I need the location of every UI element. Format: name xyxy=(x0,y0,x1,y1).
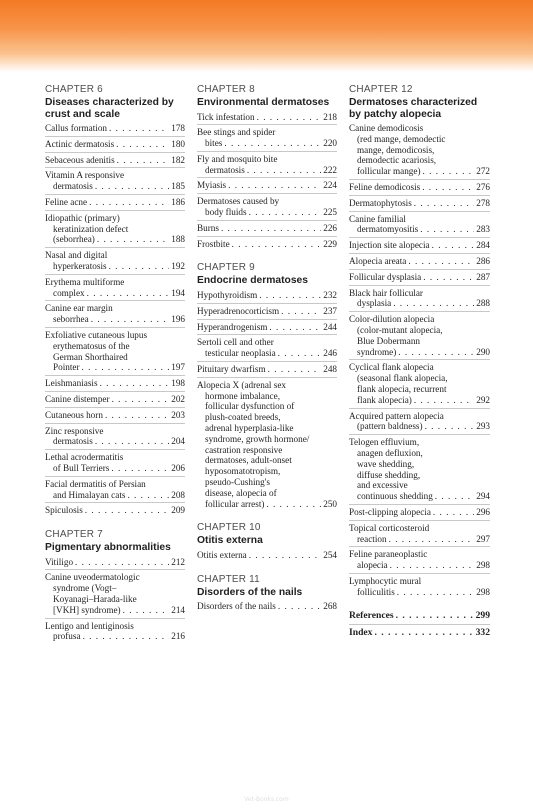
toc-page-number: 298 xyxy=(476,560,490,571)
toc-entry[interactable] xyxy=(45,277,185,302)
toc-entry-title: Koyanagi–Harada-like xyxy=(53,594,137,604)
toc-entry-title: pseudo-Cushing's xyxy=(205,476,270,487)
toc-entry[interactable] xyxy=(349,523,490,548)
dot-leader xyxy=(249,207,322,218)
toc-page-number: 299 xyxy=(475,610,490,622)
dot-leader xyxy=(414,395,474,406)
header-color-band xyxy=(0,0,533,72)
dot-leader xyxy=(232,239,322,250)
toc-page-number: 293 xyxy=(476,421,490,432)
chapter-number: CHAPTER 7 xyxy=(45,529,103,541)
toc-column-1 xyxy=(45,84,185,655)
toc-entry-title: Lentigo and lentiginosis xyxy=(45,620,134,631)
toc-entry[interactable] xyxy=(45,155,185,169)
toc-entry-title: Zinc responsive xyxy=(45,425,104,436)
toc-entry[interactable] xyxy=(197,550,337,563)
toc-entry-title: syndrome, growth hormone/ xyxy=(205,433,310,444)
chapter-number: CHAPTER 10 xyxy=(197,522,261,534)
toc-page-number: 226 xyxy=(323,222,337,233)
toc-page-number: 290 xyxy=(476,346,490,357)
toc-entry[interactable] xyxy=(197,223,337,237)
toc-entry-title: References xyxy=(349,610,394,622)
toc-entry-title: follicular dysfunction of xyxy=(205,401,295,412)
dot-leader xyxy=(278,601,321,612)
toc-entry-title: dysplasia xyxy=(357,298,392,309)
toc-entry[interactable] xyxy=(349,610,490,625)
dot-leader xyxy=(423,272,474,283)
toc-entry-title: Tick infestation xyxy=(197,111,255,122)
toc-entry-title: dermatosis xyxy=(53,436,93,447)
toc-entry-title: Pointer xyxy=(53,362,80,373)
toc-entry[interactable] xyxy=(45,505,185,518)
toc-entry-title: Sebaceous adenitis xyxy=(45,154,115,165)
toc-entry-title: Post-clipping alopecia xyxy=(349,506,431,517)
chapter-title[interactable]: Endocrine dermatoses xyxy=(197,275,309,287)
dot-leader xyxy=(396,610,474,622)
toc-entry-title: body fluids xyxy=(205,207,247,218)
toc-page-number: 204 xyxy=(171,436,185,447)
toc-page-number: 246 xyxy=(323,348,337,359)
toc-entry-title: adrenal hyperplasia-like xyxy=(205,422,294,433)
toc-entry-title: Idiopathic (primary) xyxy=(45,212,120,223)
dot-leader xyxy=(393,298,474,309)
dot-leader xyxy=(228,180,321,191)
toc-entry[interactable] xyxy=(349,437,490,505)
toc-entry-title: reaction xyxy=(357,533,387,544)
toc-page-number: 185 xyxy=(171,181,185,192)
toc-entry-title: Vitiligo xyxy=(45,556,74,567)
toc-page-number: 268 xyxy=(323,601,337,612)
toc-page-number: 294 xyxy=(476,491,490,502)
toc-page-number: 188 xyxy=(171,234,185,245)
toc-page-number: 296 xyxy=(476,506,490,517)
dot-leader xyxy=(281,306,321,317)
toc-entry-title: Hyperandrogenism xyxy=(197,321,268,332)
toc-entry-title: Color-dilution alopecia xyxy=(349,314,435,325)
dot-leader xyxy=(87,288,170,299)
chapter-section xyxy=(197,84,337,251)
toc-entry-title: folliculitis xyxy=(357,586,395,597)
toc-entry[interactable] xyxy=(349,507,490,521)
toc-entry[interactable] xyxy=(349,576,490,600)
toc-page-number: 186 xyxy=(171,196,185,207)
toc-page-number: 216 xyxy=(171,631,185,642)
toc-entry-title: Fly and mosquito bite xyxy=(197,153,278,164)
toc-entry-title: bites xyxy=(205,138,223,149)
toc-entry-title: Lethal acrodermatitis xyxy=(45,452,124,463)
chapter-section xyxy=(197,522,337,562)
toc-entry-title: Myiasis xyxy=(197,180,227,191)
chapter-section xyxy=(197,262,337,511)
toc-entry-title: Leishmaniasis xyxy=(45,378,98,389)
toc-entry[interactable] xyxy=(45,452,185,477)
toc-entry-title: keratinization defect xyxy=(53,223,129,234)
toc-page-number: 287 xyxy=(476,271,490,282)
toc-entry-title: dermatosis xyxy=(53,181,93,192)
toc-entry[interactable] xyxy=(45,410,185,424)
chapter-section xyxy=(197,574,337,614)
toc-entry-title: Sertoli cell and other xyxy=(197,337,274,348)
toc-entry-title: Callus formation xyxy=(45,123,108,133)
toc-page-number: 196 xyxy=(171,314,185,325)
toc-entry-title: Blue Dobermann xyxy=(357,335,421,346)
toc-page-number: 202 xyxy=(171,393,185,404)
toc-page-number: 192 xyxy=(171,260,185,271)
toc-entry-title: Dermatoses caused by xyxy=(197,196,280,207)
toc-entry[interactable] xyxy=(349,256,490,270)
dot-leader xyxy=(398,347,474,358)
toc-entry-title: (seasonal flank alopecia, xyxy=(357,373,448,384)
toc-entry[interactable] xyxy=(197,239,337,252)
dot-leader xyxy=(75,557,169,568)
toc-column-3 xyxy=(349,84,490,643)
toc-entry[interactable] xyxy=(349,411,490,436)
toc-entry-title: Cyclical flank alopecia xyxy=(349,362,434,373)
toc-entry-title: and excessive xyxy=(357,480,408,491)
toc-page-number: 178 xyxy=(171,123,185,133)
dot-leader xyxy=(109,261,170,272)
toc-entry[interactable] xyxy=(45,170,185,195)
toc-page-number: 218 xyxy=(323,111,337,122)
dot-leader xyxy=(123,605,170,616)
dot-leader xyxy=(95,181,169,192)
toc-entry-title: disease, alopecia of xyxy=(205,487,277,498)
toc-entry[interactable] xyxy=(197,364,337,378)
toc-entry-title: complex xyxy=(53,287,85,298)
chapter-title[interactable]: Pigmentary abnormalities xyxy=(45,542,171,554)
toc-page-number: 248 xyxy=(323,363,337,374)
toc-entry-title: diffuse shedding, xyxy=(357,469,421,480)
toc-entry-title: Frostbite xyxy=(197,238,230,249)
toc-entry[interactable] xyxy=(45,557,185,571)
toc-entry-title: Vitamin A responsive xyxy=(45,170,125,181)
toc-entry[interactable] xyxy=(197,322,337,336)
toc-entry-title: Spiculosis xyxy=(45,505,83,516)
toc-page-number: 206 xyxy=(171,462,185,473)
dot-leader xyxy=(97,234,169,245)
toc-entry-title: wave shedding, xyxy=(357,458,415,469)
dot-leader xyxy=(435,491,474,502)
toc-entry-title: demodectic acariosis, xyxy=(357,155,437,166)
toc-entry[interactable] xyxy=(45,572,185,618)
toc-page-number: 229 xyxy=(323,238,337,249)
toc-entry[interactable] xyxy=(349,362,490,408)
toc-entry[interactable] xyxy=(45,139,185,153)
dot-leader xyxy=(432,240,475,251)
toc-entry-title: syndrome) xyxy=(357,346,397,357)
toc-page-number: 232 xyxy=(323,289,337,300)
toc-entry-title: plush-coated breeds, xyxy=(205,412,281,423)
toc-page-number: 182 xyxy=(171,154,185,165)
toc-entry[interactable] xyxy=(45,394,185,408)
toc-entry-title: Telogen effluvium, xyxy=(349,437,420,448)
dot-leader xyxy=(397,587,474,598)
toc-entry-title: and Himalayan cats xyxy=(53,489,126,500)
toc-entry-title: dermatomyositis xyxy=(357,224,419,235)
dot-leader xyxy=(269,322,321,333)
toc-entry-title: mange, demodicosis, xyxy=(357,144,435,155)
toc-entry-title: profusa xyxy=(53,631,81,642)
dot-leader xyxy=(224,138,321,149)
toc-entry-title: German Shorthaired xyxy=(53,351,128,362)
toc-entry-title: (color-mutant alopecia, xyxy=(357,324,443,335)
toc-entry[interactable] xyxy=(45,330,185,376)
toc-entry-title: Cutaneous horn xyxy=(45,409,103,420)
toc-page-number: 288 xyxy=(476,298,490,309)
toc-entry-title: Dermatophytosis xyxy=(349,197,412,208)
toc-entry-title: Pituitary dwarfism xyxy=(197,363,266,374)
toc-entry-title: Follicular dysplasia xyxy=(349,271,422,282)
toc-entry[interactable] xyxy=(197,380,337,512)
toc-entry-title: Hypothyroidism xyxy=(197,289,258,300)
dot-leader xyxy=(257,112,322,123)
toc-page-number: 209 xyxy=(171,505,185,516)
toc-entry-title: castration responsive xyxy=(205,444,283,455)
dot-leader xyxy=(85,505,169,516)
toc-entry-title: Nasal and digital xyxy=(45,250,108,261)
toc-entry-title: Alopecia X (adrenal sex xyxy=(197,379,287,390)
chapter-title[interactable]: Dermatoses characterized by patchy alopecia xyxy=(349,97,478,120)
toc-entry-title: Otitis externa xyxy=(197,549,247,560)
chapter-title[interactable]: Diseases characterized by crust and scale xyxy=(45,97,174,120)
toc-entry-title: Facial dermatitis of Persian xyxy=(45,478,146,489)
toc-page-number: 180 xyxy=(171,138,185,149)
toc-entry[interactable] xyxy=(349,182,490,196)
toc-entry-title: Canine distemper xyxy=(45,393,110,404)
dot-leader xyxy=(95,436,169,447)
dot-leader xyxy=(278,348,322,359)
toc-entry-title: Canine uveodermatologic xyxy=(45,572,140,583)
toc-page-number: 297 xyxy=(476,533,490,544)
toc-entry-title: Exfoliative cutaneous lupus xyxy=(45,329,148,340)
toc-entry[interactable] xyxy=(349,214,490,239)
dot-leader xyxy=(83,631,170,642)
dot-leader xyxy=(408,256,474,267)
toc-entry-title: Acquired pattern alopecia xyxy=(349,410,444,421)
toc-page-number: 208 xyxy=(171,489,185,500)
chapter-section xyxy=(45,84,185,518)
toc-entry-title: Feline acne xyxy=(45,196,88,207)
toc-entry-title: Injection site alopecia xyxy=(349,240,430,251)
toc-entry[interactable] xyxy=(349,288,490,313)
dot-leader xyxy=(91,314,170,325)
toc-page-number: 237 xyxy=(323,305,337,316)
toc-page-number: 272 xyxy=(476,166,490,177)
toc-column-2 xyxy=(197,84,337,625)
toc-entry-title: Black hair follicular xyxy=(349,287,423,298)
back-matter xyxy=(349,610,490,641)
toc-page-number: 283 xyxy=(476,224,490,235)
dot-leader xyxy=(389,534,475,545)
toc-entry[interactable] xyxy=(197,196,337,221)
toc-page-number: 244 xyxy=(323,321,337,332)
toc-entry[interactable] xyxy=(349,240,490,254)
dot-leader xyxy=(247,165,321,176)
dot-leader xyxy=(249,550,321,561)
toc-entry-title: Canine demodicosis xyxy=(349,123,424,133)
dot-leader xyxy=(422,182,474,193)
chapter-section xyxy=(349,84,490,599)
dot-leader xyxy=(390,560,475,571)
toc-page-number: 203 xyxy=(171,409,185,420)
dot-leader xyxy=(127,490,169,501)
dot-leader xyxy=(100,378,170,389)
toc-entry[interactable] xyxy=(45,197,185,211)
toc-entry-title: alopecia xyxy=(357,560,388,571)
chapter-number: CHAPTER 9 xyxy=(197,262,255,274)
toc-page-number: 284 xyxy=(476,240,490,251)
toc-entry[interactable] xyxy=(45,426,185,451)
toc-entry-title: Feline demodicosis xyxy=(349,181,421,192)
toc-entry[interactable] xyxy=(45,213,185,248)
toc-entry-title: Lymphocytic mural xyxy=(349,575,422,586)
toc-page-number: 286 xyxy=(476,255,490,266)
toc-entry-title: seborrhea xyxy=(53,314,89,325)
dot-leader xyxy=(117,155,170,166)
toc-page-number: 292 xyxy=(476,394,490,405)
watermark: Vet-Books.com xyxy=(244,796,289,803)
toc-page-number: 220 xyxy=(323,138,337,149)
toc-entry-title: dermatosis xyxy=(205,164,245,175)
toc-entry-title: Actinic dermatosis xyxy=(45,138,115,149)
toc-entry[interactable] xyxy=(45,378,185,392)
dot-leader xyxy=(268,364,322,375)
toc-page-number: 332 xyxy=(475,627,490,639)
toc-entry-title: dermatoses, adult-onset xyxy=(205,455,292,466)
toc-page-number: 276 xyxy=(476,181,490,192)
toc-entry[interactable] xyxy=(197,290,337,304)
chapter-section xyxy=(45,529,185,644)
toc-page-number: 214 xyxy=(171,604,185,615)
toc-page-number: 212 xyxy=(171,556,185,567)
toc-entry-title: continuous shedding xyxy=(357,491,433,502)
dot-leader xyxy=(420,224,474,235)
toc-entry-title: syndrome (Vogt– xyxy=(53,583,117,594)
toc-entry[interactable] xyxy=(45,303,185,328)
toc-entry-title: Hyperadrenocorticism xyxy=(197,305,280,316)
toc-entry[interactable] xyxy=(349,123,490,180)
toc-entry[interactable] xyxy=(349,314,490,360)
toc-entry-title: Canine familial xyxy=(349,213,406,224)
toc-entry-title: Disorders of the nails xyxy=(197,601,276,612)
toc-entry[interactable] xyxy=(45,621,185,645)
dot-leader xyxy=(425,421,475,432)
toc-entry[interactable] xyxy=(349,627,490,641)
toc-entry[interactable] xyxy=(197,306,337,320)
toc-entry-title: testicular neoplasia xyxy=(205,348,276,359)
toc-entry-title: of Bull Terriers xyxy=(53,462,110,473)
toc-entry-title: Bee stings and spider xyxy=(197,127,276,138)
chapter-title[interactable]: Environmental dermatoses xyxy=(197,97,330,108)
toc-entry-title: Burns xyxy=(197,222,219,233)
toc-entry-title: anagen defluxion, xyxy=(357,447,423,458)
toc-entry-title: Feline paraneoplastic xyxy=(349,549,428,560)
chapter-number: CHAPTER 6 xyxy=(45,84,103,95)
toc-entry[interactable] xyxy=(197,180,337,194)
toc-entry-title: [VKH] syndrome) xyxy=(53,604,121,615)
dot-leader xyxy=(105,410,169,421)
toc-entry-title: Canine ear margin xyxy=(45,303,113,314)
toc-entry[interactable] xyxy=(349,198,490,212)
toc-entry[interactable] xyxy=(45,250,185,275)
dot-leader xyxy=(89,197,169,208)
toc-entry-title: erythematosus of the xyxy=(53,340,130,351)
toc-entry[interactable] xyxy=(197,601,337,614)
toc-entry-title: follicular arrest) xyxy=(205,498,265,509)
dot-leader xyxy=(423,166,475,177)
dot-leader xyxy=(374,627,473,639)
toc-page-number: 278 xyxy=(476,197,490,208)
toc-entry[interactable] xyxy=(197,154,337,179)
dot-leader xyxy=(109,123,169,134)
chapter-number: CHAPTER 8 xyxy=(197,84,255,95)
toc-page-number: 298 xyxy=(476,586,490,597)
dot-leader xyxy=(111,463,169,474)
toc-entry[interactable] xyxy=(45,123,185,137)
toc-entry-title: hyperkeratosis xyxy=(53,260,107,271)
toc-entry-title: Topical corticosteroid xyxy=(349,522,430,533)
dot-leader xyxy=(221,223,321,234)
toc-entry-title: hyposomatotropism, xyxy=(205,466,281,477)
toc-page-number: 197 xyxy=(171,362,185,373)
toc-page-number: 198 xyxy=(171,378,185,389)
toc-entry[interactable] xyxy=(197,112,337,126)
toc-entry-title: (pattern baldness) xyxy=(357,421,423,432)
toc-entry-title: Index xyxy=(349,627,373,639)
toc-entry[interactable] xyxy=(45,479,185,504)
dot-leader xyxy=(433,507,474,518)
toc-entry[interactable] xyxy=(349,549,490,574)
chapter-number: CHAPTER 12 xyxy=(349,84,413,95)
toc-entry[interactable] xyxy=(349,272,490,286)
toc-entry-title: Erythema multiforme xyxy=(45,276,125,287)
dot-leader xyxy=(259,290,321,301)
toc-page-number: 254 xyxy=(323,549,337,560)
chapter-title[interactable]: Otitis externa xyxy=(197,535,263,547)
toc-entry-title: Alopecia areata xyxy=(349,255,407,266)
toc-entry-title: follicular mange) xyxy=(357,166,421,177)
toc-entry[interactable] xyxy=(197,127,337,152)
toc-page-number: 194 xyxy=(171,287,185,298)
dot-leader xyxy=(116,139,169,150)
toc-entry-title: flank alopecia) xyxy=(357,394,412,405)
toc-page-number: 225 xyxy=(323,207,337,218)
toc-entry-title: (red mange, demodectic xyxy=(357,133,446,144)
toc-entry-title: (seborrhea) xyxy=(53,234,95,245)
toc-page-number: 250 xyxy=(323,498,337,509)
dot-leader xyxy=(82,362,170,373)
toc-entry-title: hormone imbalance, xyxy=(205,390,281,401)
dot-leader xyxy=(112,394,170,405)
toc-entry[interactable] xyxy=(197,337,337,362)
toc-page-number: 222 xyxy=(323,164,337,175)
toc-page-number: 224 xyxy=(323,180,337,191)
chapter-number: CHAPTER 11 xyxy=(197,573,260,585)
toc-entry-title: flank alopecia, recurrent xyxy=(357,383,447,394)
dot-leader xyxy=(266,499,321,510)
dot-leader xyxy=(414,198,474,209)
chapter-title[interactable]: Disorders of the nails xyxy=(197,586,303,598)
